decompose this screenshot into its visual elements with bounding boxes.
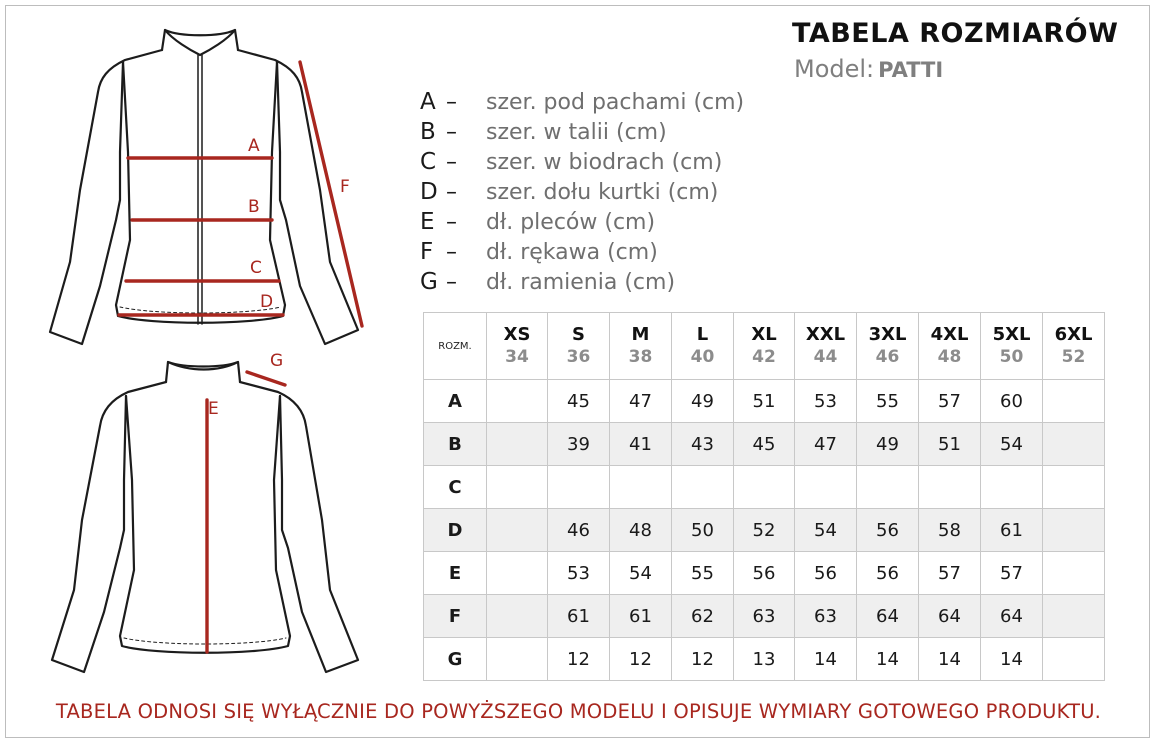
row-key: D: [424, 509, 487, 552]
size-label: 5XL: [992, 324, 1031, 345]
legend-key: C: [420, 149, 437, 175]
legend-key: A: [420, 89, 436, 115]
measurement-legend: [420, 87, 744, 297]
table-cell: [919, 466, 981, 509]
row-key: C: [424, 466, 487, 509]
measure-line-f: [300, 62, 362, 326]
table-cell: [1043, 509, 1105, 552]
legend-key: F: [420, 239, 434, 265]
table-cell: 48: [610, 509, 672, 552]
diagram-label-b: B: [248, 197, 260, 217]
legend-text: dł. ramienia (cm): [486, 270, 676, 295]
legend-text: szer. dołu kurtki (cm): [486, 180, 719, 205]
jacket-front-drawing: [50, 30, 358, 344]
size-label: M: [631, 324, 650, 345]
table-cell: [487, 466, 548, 509]
size-header: [548, 313, 610, 380]
legend-dash: –: [446, 150, 457, 175]
size-header: [919, 313, 981, 380]
eu-size-label: 46: [875, 347, 900, 367]
model-label: Model:: [794, 55, 875, 83]
table-cell: 52: [734, 509, 795, 552]
diagram-label-e: E: [208, 399, 219, 419]
table-cell: [1043, 380, 1105, 423]
table-cell: 53: [548, 552, 610, 595]
table-row: [424, 552, 1105, 595]
table-cell: 51: [919, 423, 981, 466]
legend-dash: –: [446, 90, 457, 115]
table-row: [424, 595, 1105, 638]
diagram-label-g: G: [270, 351, 284, 371]
legend-item: [420, 147, 744, 177]
size-label: 6XL: [1054, 324, 1093, 345]
table-cell: [1043, 423, 1105, 466]
eu-size-label: 40: [690, 347, 715, 367]
size-label: S: [572, 324, 585, 345]
table-row: [424, 423, 1105, 466]
table-cell: 13: [734, 638, 795, 681]
table-cell: [487, 380, 548, 423]
table-cell: 61: [548, 595, 610, 638]
row-key: B: [424, 423, 487, 466]
legend-text: dł. rękawa (cm): [486, 240, 658, 265]
table-cell: 57: [981, 552, 1043, 595]
row-key: G: [424, 638, 487, 681]
table-cell: 54: [610, 552, 672, 595]
model-line: [794, 55, 943, 83]
table-cell: [857, 466, 919, 509]
size-header: [1043, 313, 1105, 380]
table-cell: 56: [734, 552, 795, 595]
row-key: E: [424, 552, 487, 595]
legend-item: [420, 177, 744, 207]
legend-key: D: [420, 179, 438, 205]
table-cell: 39: [548, 423, 610, 466]
legend-item: [420, 207, 744, 237]
eu-size-label: 52: [1061, 347, 1086, 367]
eu-size-label: 50: [999, 347, 1024, 367]
table-cell: [487, 638, 548, 681]
table-cell: 55: [672, 552, 734, 595]
table-cell: 60: [981, 380, 1043, 423]
legend-text: szer. w talii (cm): [486, 120, 667, 145]
legend-dash: –: [446, 240, 457, 265]
table-cell: 56: [795, 552, 857, 595]
table-cell: 53: [795, 380, 857, 423]
table-cell: [487, 509, 548, 552]
table-cell: 63: [734, 595, 795, 638]
eu-size-label: 34: [505, 347, 529, 367]
page-title: TABELA ROZMIARÓW: [792, 18, 1119, 49]
eu-size-label: 38: [628, 347, 653, 367]
size-label: XL: [751, 324, 777, 345]
table-cell: 41: [610, 423, 672, 466]
table-cell: 12: [548, 638, 610, 681]
table-cell: 45: [734, 423, 795, 466]
legend-item: [420, 237, 744, 267]
table-cell: 58: [919, 509, 981, 552]
legend-item: [420, 267, 744, 297]
table-cell: 55: [857, 380, 919, 423]
table-cell: 14: [919, 638, 981, 681]
size-header: [981, 313, 1043, 380]
eu-size-label: 44: [813, 347, 838, 367]
table-cell: [487, 423, 548, 466]
table-cell: 12: [672, 638, 734, 681]
table-cell: [1043, 552, 1105, 595]
jacket-back-drawing: [52, 362, 358, 672]
diagram-label-f: F: [340, 177, 350, 197]
diagram-label-c: C: [250, 258, 262, 278]
size-header: [857, 313, 919, 380]
table-cell: [795, 466, 857, 509]
size-header: [610, 313, 672, 380]
row-key: F: [424, 595, 487, 638]
legend-key: E: [420, 209, 435, 235]
table-cell: 57: [919, 380, 981, 423]
legend-text: szer. pod pachami (cm): [486, 90, 745, 115]
table-cell: [610, 466, 672, 509]
eu-size-label: 42: [752, 347, 776, 367]
table-cell: 14: [857, 638, 919, 681]
table-row: [424, 509, 1105, 552]
size-table: [423, 312, 1105, 681]
legend-item: [420, 117, 744, 147]
jacket-diagrams: [0, 0, 420, 700]
size-header: [672, 313, 734, 380]
table-row: [424, 638, 1105, 681]
corner-label: ROZM.: [424, 313, 487, 380]
table-cell: 47: [610, 380, 672, 423]
table-row: [424, 380, 1105, 423]
size-label: L: [696, 324, 709, 345]
table-cell: [672, 466, 734, 509]
table-cell: 56: [857, 552, 919, 595]
table-cell: 57: [919, 552, 981, 595]
legend-item: [420, 87, 744, 117]
legend-dash: –: [446, 120, 457, 145]
size-label: 4XL: [930, 324, 969, 345]
table-cell: [487, 552, 548, 595]
diagram-label-d: D: [260, 292, 274, 312]
size-label: XXL: [805, 324, 846, 345]
table-cell: [1043, 466, 1105, 509]
table-cell: 64: [981, 595, 1043, 638]
row-key: A: [424, 380, 487, 423]
table-cell: 54: [981, 423, 1043, 466]
table-cell: 61: [981, 509, 1043, 552]
legend-key: G: [420, 269, 438, 295]
table-cell: 61: [610, 595, 672, 638]
eu-size-label: 48: [937, 347, 962, 367]
table-cell: [1043, 595, 1105, 638]
size-header: [795, 313, 857, 380]
table-cell: 54: [795, 509, 857, 552]
table-cell: 46: [548, 509, 610, 552]
table-cell: 47: [795, 423, 857, 466]
size-header: [734, 313, 795, 380]
legend-dash: –: [446, 210, 457, 235]
table-cell: 64: [857, 595, 919, 638]
footer-note: TABELA ODNOSI SIĘ WYŁĄCZNIE DO POWYŻSZEGO MODELU I OPISUJE WYMIARY GOTOWEGO PRODUKTU.: [55, 700, 1102, 723]
table-cell: 12: [610, 638, 672, 681]
eu-size-label: 36: [566, 347, 591, 367]
table-cell: [981, 466, 1043, 509]
diagram-label-a: A: [248, 136, 260, 156]
table-cell: 49: [672, 380, 734, 423]
table-cell: 51: [734, 380, 795, 423]
table-cell: 43: [672, 423, 734, 466]
table-cell: [487, 595, 548, 638]
table-cell: 62: [672, 595, 734, 638]
table-cell: [734, 466, 795, 509]
legend-key: B: [420, 119, 436, 145]
table-cell: 64: [919, 595, 981, 638]
table-header-row: [424, 313, 1105, 380]
table-cell: 56: [857, 509, 919, 552]
model-value: PATTI: [878, 58, 944, 82]
table-cell: [548, 466, 610, 509]
legend-dash: –: [446, 180, 457, 205]
legend-text: szer. w biodrach (cm): [486, 150, 723, 175]
table-cell: 49: [857, 423, 919, 466]
legend-text: dł. pleców (cm): [486, 210, 656, 235]
size-header: [487, 313, 548, 380]
measure-line-g: [247, 372, 285, 385]
table-cell: [1043, 638, 1105, 681]
table-cell: 50: [672, 509, 734, 552]
table-cell: 14: [795, 638, 857, 681]
table-cell: 63: [795, 595, 857, 638]
table-cell: 14: [981, 638, 1043, 681]
table-row: [424, 466, 1105, 509]
size-label: XS: [503, 324, 531, 345]
table-cell: 45: [548, 380, 610, 423]
legend-dash: –: [446, 270, 457, 295]
size-label: 3XL: [868, 324, 907, 345]
